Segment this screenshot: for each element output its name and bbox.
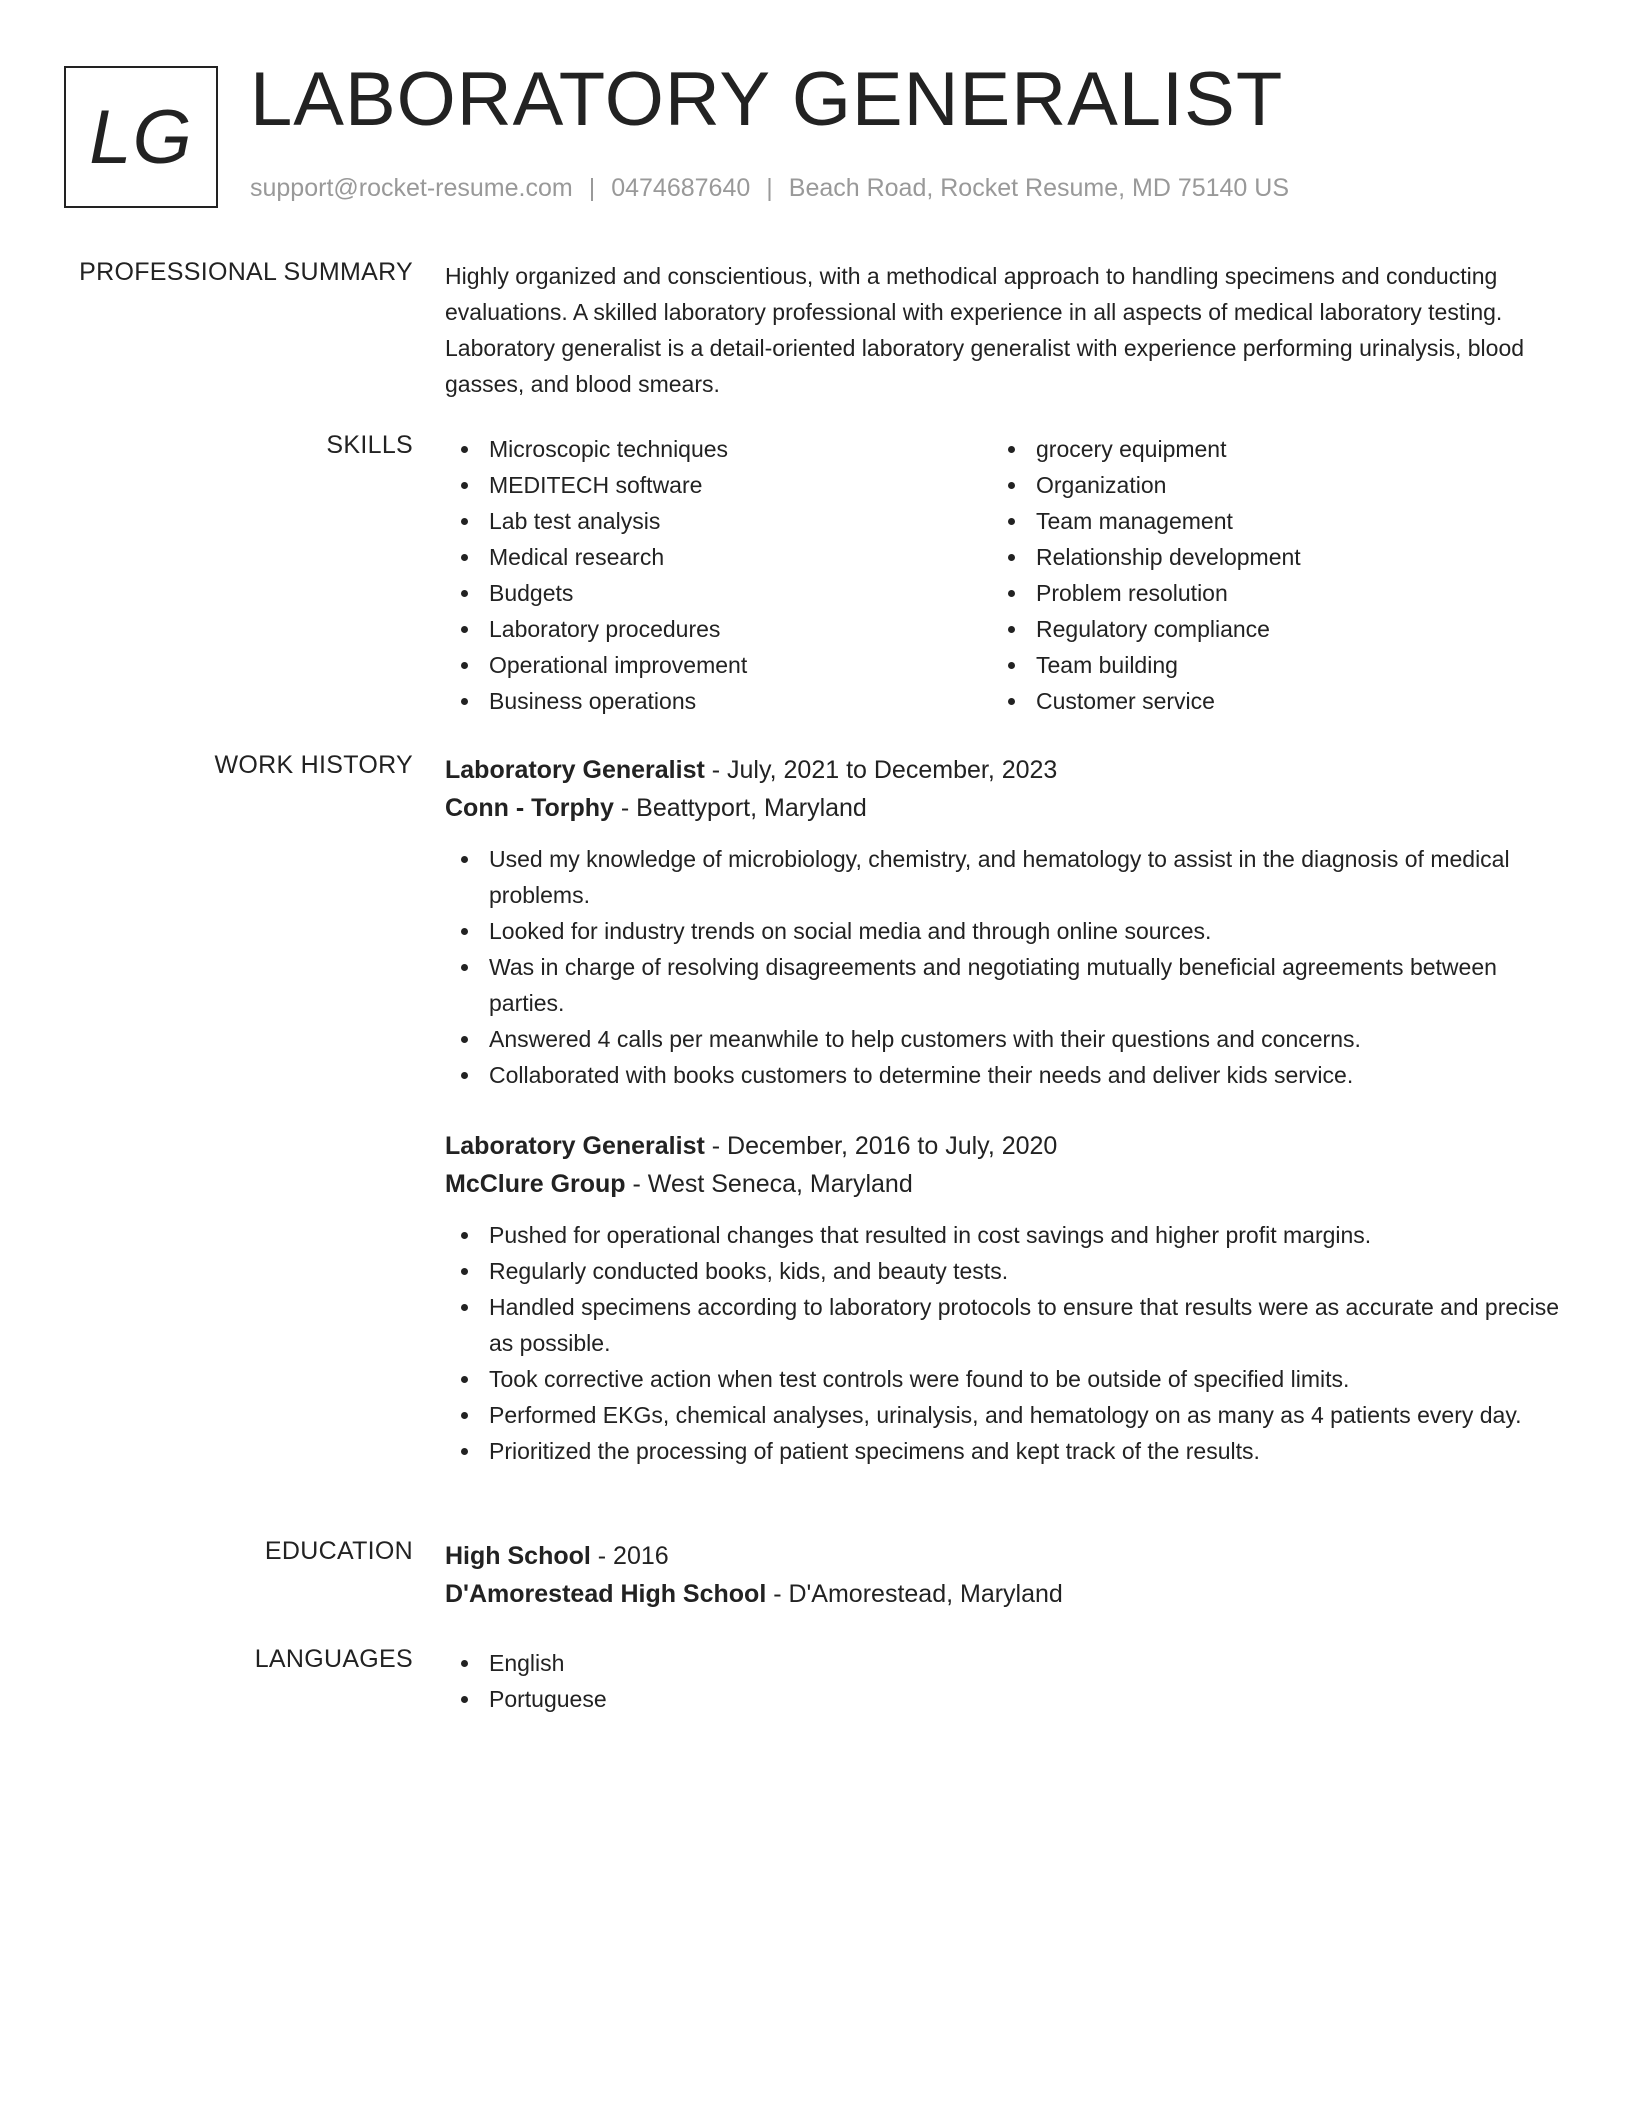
list-item: Business operations [445, 683, 992, 719]
page-title: LABORATORY GENERALIST [250, 57, 1284, 142]
summary-text: Highly organized and conscientious, with a methodical approach to handling specimens and conducting evaluations. A skilled laboratory professional with experience in all aspects of medical laboratory testing. Laboratory generalist is a detail-oriented laboratory generalist with experience performing urinalysis, blood gasses, and blood smears. [445, 263, 1525, 397]
contact-separator: | [766, 174, 773, 202]
education-degree: High School [445, 1542, 591, 1570]
education-degree-line [445, 1537, 1565, 1575]
list-item: Handled specimens according to laboratory protocols to ensure that results were as accurate and precise as possible. [445, 1289, 1565, 1361]
education-school-line [445, 1575, 1565, 1613]
list-item: Operational improvement [445, 647, 992, 683]
list-item: grocery equipment [992, 431, 1539, 467]
section-label-skills: SKILLS [326, 431, 413, 459]
job-title-line [445, 1127, 1565, 1165]
contact-email: support@rocket-resume.com [250, 174, 573, 202]
job-company-line [445, 1165, 1565, 1203]
list-item: Portuguese [445, 1681, 1565, 1717]
languages-body [445, 1645, 1565, 1717]
job-bullets [445, 1217, 1565, 1469]
job-location: - West Seneca, Maryland [625, 1170, 913, 1198]
work-history-body [445, 751, 1565, 1469]
contact-separator: | [588, 174, 596, 202]
job-dates: - December, 2016 to July, 2020 [704, 1132, 1058, 1160]
list-item: Answered 4 calls per meanwhile to help customers with their questions and concerns. [445, 1021, 1565, 1057]
job-entry [445, 751, 1565, 1093]
list-item: MEDITECH software [445, 467, 992, 503]
list-item: Was in charge of resolving disagreements and negotiating mutually beneficial agreements between parties. [445, 949, 1565, 1021]
list-item: Took corrective action when test controls were found to be outside of specified limits. [445, 1361, 1565, 1397]
list-item: Performed EKGs, chemical analyses, urinalysis, and hematology on as many as 4 patients every day. [445, 1397, 1565, 1433]
job-company-line [445, 789, 1565, 827]
monogram: LG [64, 66, 218, 208]
job-title-line [445, 751, 1565, 789]
section-label-work-history: WORK HISTORY [214, 751, 413, 779]
section-label-summary: PROFESSIONAL SUMMARY [79, 258, 413, 286]
list-item: Relationship development [992, 539, 1539, 575]
job-location: - Beattyport, Maryland [613, 794, 867, 822]
list-item: Pushed for operational changes that resulted in cost savings and higher profit margins. [445, 1217, 1565, 1253]
list-item: Team building [992, 647, 1539, 683]
section-label-education: EDUCATION [264, 1537, 413, 1565]
list-item: Regularly conducted books, kids, and beauty tests. [445, 1253, 1565, 1289]
languages-list [445, 1645, 1565, 1717]
job-bullets [445, 841, 1565, 1093]
list-item: Problem resolution [992, 575, 1539, 611]
list-item: Budgets [445, 575, 992, 611]
section-label-languages: LANGUAGES [254, 1645, 413, 1673]
education-body [445, 1537, 1565, 1613]
list-item: Organization [992, 467, 1539, 503]
list-item: Laboratory procedures [445, 611, 992, 647]
job-entry [445, 1127, 1565, 1469]
list-item: Looked for industry trends on social media and through online sources. [445, 913, 1565, 949]
contact-address: Beach Road, Rocket Resume, MD 75140 US [788, 174, 1290, 202]
contact-phone: 0474687640 [611, 174, 751, 202]
list-item: Prioritized the processing of patient specimens and kept track of the results. [445, 1433, 1565, 1469]
list-item: Team management [992, 503, 1539, 539]
job-company: McClure Group [445, 1170, 626, 1198]
list-item: English [445, 1645, 1565, 1681]
list-item: Customer service [992, 683, 1539, 719]
education-location: - D'Amorestead, Maryland [766, 1580, 1063, 1608]
education-school: D'Amorestead High School [445, 1580, 767, 1608]
job-dates: - July, 2021 to December, 2023 [704, 756, 1058, 784]
list-item: Lab test analysis [445, 503, 992, 539]
list-item: Medical research [445, 539, 992, 575]
list-item: Microscopic techniques [445, 431, 992, 467]
list-item: Used my knowledge of microbiology, chemistry, and hematology to assist in the diagnosis of medical problems. [445, 841, 1565, 913]
contact-line [250, 174, 1289, 203]
job-title: Laboratory Generalist [445, 756, 705, 784]
job-company: Conn - Torphy [445, 794, 614, 822]
skills-list-right [992, 431, 1539, 719]
education-year: - 2016 [590, 1542, 669, 1570]
job-title: Laboratory Generalist [445, 1132, 705, 1160]
skills-columns [445, 431, 1565, 719]
list-item: Regulatory compliance [992, 611, 1539, 647]
list-item: Collaborated with books customers to determine their needs and deliver kids service. [445, 1057, 1565, 1093]
skills-list-left [445, 431, 992, 719]
